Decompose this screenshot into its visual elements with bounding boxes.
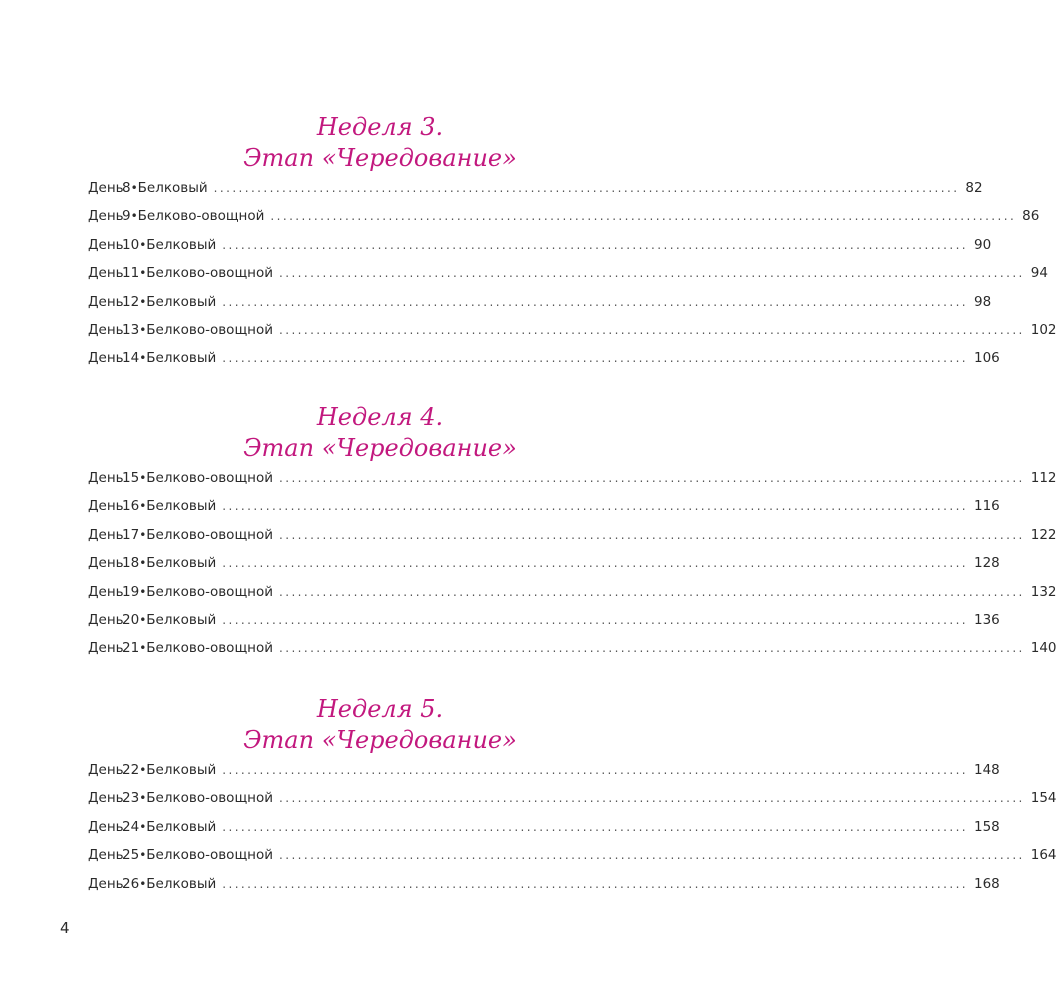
- page-reference: 140: [1030, 640, 1057, 657]
- page-reference: 106: [974, 350, 1000, 367]
- diet-type: Белково-овощной: [146, 265, 274, 282]
- page-reference: 98: [974, 293, 992, 310]
- page-reference: 86: [1022, 208, 1040, 225]
- day-number: 24: [122, 818, 140, 835]
- toc-entry: [88, 640, 1057, 662]
- day-label: День: [88, 236, 124, 253]
- day-label: День: [88, 555, 124, 572]
- bullet-separator: •: [139, 294, 147, 309]
- toc-entry: [88, 526, 1057, 549]
- page-reference: 132: [1030, 583, 1057, 600]
- diet-type: Белковый: [146, 236, 217, 253]
- toc-entry: [88, 265, 1048, 287]
- bullet-separator: •: [130, 209, 138, 224]
- bullet-separator: •: [139, 791, 147, 806]
- day-number: 12: [122, 293, 140, 310]
- dot-leader: ........................................................................................................................: [222, 763, 968, 777]
- section-title-week: Неделя 5.: [316, 695, 444, 723]
- dot-leader: ........................................................................................................................: [222, 556, 968, 571]
- dot-leader: ........................................................................................................................: [213, 181, 960, 195]
- diet-type: Белковый: [146, 350, 217, 367]
- day-number: 25: [122, 847, 140, 864]
- dot-leader: ........................................................................................................................: [222, 876, 968, 891]
- dot-leader: ........................................................................................................................: [222, 351, 968, 366]
- page-reference: 128: [974, 555, 1000, 572]
- page-reference: 90: [974, 236, 992, 253]
- toc-entry: [88, 790, 1057, 812]
- page-reference: 102: [1030, 322, 1057, 338]
- day-label: День: [88, 612, 124, 628]
- toc-entry: [88, 293, 992, 316]
- day-label: День: [88, 875, 124, 892]
- diet-type: Белковый: [146, 498, 217, 515]
- toc-entry: [88, 208, 1040, 230]
- toc-entry: [88, 498, 1000, 520]
- diet-type: Белковый: [146, 612, 217, 628]
- diet-type: Белково-овощной: [137, 208, 265, 225]
- diet-type: Белково-овощной: [146, 526, 274, 543]
- toc-entry: [88, 818, 1000, 841]
- bullet-separator: •: [139, 763, 147, 777]
- dot-leader: ........................................................................................................................: [279, 323, 1025, 337]
- dot-leader: ........................................................................................................................: [279, 584, 1025, 599]
- day-number: 26: [122, 875, 140, 892]
- section-title-stage: Этап «Чередование»: [243, 726, 517, 754]
- day-number: 9: [122, 208, 131, 225]
- section-title-week: Неделя 4.: [316, 403, 444, 431]
- day-label: День: [88, 818, 124, 835]
- day-number: 11: [122, 265, 140, 282]
- dot-leader: ........................................................................................................................: [222, 499, 968, 514]
- bullet-separator: •: [139, 266, 147, 281]
- toc-entry: [88, 322, 1057, 344]
- dot-leader: ........................................................................................................................: [222, 819, 968, 834]
- diet-type: Белковый: [146, 293, 217, 310]
- page-reference: 122: [1030, 526, 1057, 543]
- dot-leader: ........................................................................................................................: [279, 848, 1025, 863]
- day-label: День: [88, 583, 124, 600]
- day-label: День: [88, 470, 124, 486]
- day-label: День: [88, 790, 124, 807]
- day-number: 13: [122, 322, 140, 338]
- day-number: 23: [122, 790, 140, 807]
- page-reference: 148: [974, 762, 1000, 778]
- page-reference: 168: [974, 875, 1000, 892]
- dot-leader: ........................................................................................................................: [270, 209, 1017, 224]
- day-label: День: [88, 350, 124, 367]
- toc-section: [0, 694, 1057, 892]
- diet-type: Белковый: [146, 818, 217, 835]
- diet-type: Белково-овощной: [146, 470, 274, 486]
- toc-entry: [88, 612, 1000, 634]
- day-number: 14: [122, 350, 140, 367]
- bullet-separator: •: [139, 471, 147, 485]
- page-reference: 164: [1030, 847, 1057, 864]
- page-reference: 158: [974, 818, 1000, 835]
- day-number: 17: [122, 526, 140, 543]
- day-number: 20: [122, 612, 140, 628]
- diet-type: Белково-овощной: [146, 322, 274, 338]
- day-number: 19: [122, 583, 140, 600]
- toc-entry: [88, 583, 1057, 606]
- day-number: 15: [122, 470, 140, 486]
- dot-leader: ........................................................................................................................: [222, 294, 968, 309]
- dot-leader: ........................................................................................................................: [279, 641, 1025, 656]
- day-number: 22: [122, 762, 140, 778]
- bullet-separator: •: [139, 237, 147, 252]
- page-reference: 154: [1030, 790, 1057, 807]
- page-reference: 116: [974, 498, 1000, 515]
- day-label: День: [88, 847, 124, 864]
- day-label: День: [88, 265, 124, 282]
- toc-entry: [88, 555, 1000, 577]
- toc-entry: [88, 236, 992, 259]
- bullet-separator: •: [139, 323, 147, 337]
- section-title-stage: Этап «Чередование»: [243, 434, 517, 462]
- toc-section: [0, 112, 1057, 367]
- day-label: День: [88, 322, 124, 338]
- day-label: День: [88, 526, 124, 543]
- day-number: 8: [122, 180, 131, 196]
- page-reference: 94: [1030, 265, 1048, 282]
- bullet-separator: •: [139, 556, 147, 571]
- diet-type: Белковый: [146, 555, 217, 572]
- day-number: 16: [122, 498, 140, 515]
- dot-leader: ........................................................................................................................: [279, 527, 1025, 542]
- dot-leader: ........................................................................................................................: [279, 471, 1025, 485]
- toc-entry: [88, 470, 1057, 492]
- day-label: День: [88, 640, 124, 657]
- day-number: 21: [122, 640, 140, 657]
- page-reference: 136: [974, 612, 1000, 628]
- bullet-separator: •: [139, 641, 147, 656]
- toc-entry: [88, 847, 1057, 869]
- toc-entry: [88, 762, 1000, 784]
- bullet-separator: •: [139, 613, 147, 627]
- page-number: 4: [60, 919, 70, 937]
- bullet-separator: •: [139, 848, 147, 863]
- page-reference: 112: [1030, 470, 1057, 486]
- toc-entry: [88, 180, 983, 202]
- section-title-stage: Этап «Чередование»: [243, 144, 517, 172]
- dot-leader: ........................................................................................................................: [279, 266, 1025, 281]
- day-label: День: [88, 293, 124, 310]
- section-title-week: Неделя 3.: [316, 113, 444, 141]
- diet-type: Белковый: [137, 180, 208, 196]
- bullet-separator: •: [139, 527, 147, 542]
- bullet-separator: •: [139, 499, 147, 514]
- day-label: День: [88, 208, 124, 225]
- dot-leader: ........................................................................................................................: [279, 791, 1025, 806]
- diet-type: Белковый: [146, 875, 217, 892]
- diet-type: Белково-овощной: [146, 790, 274, 807]
- diet-type: Белково-овощной: [146, 847, 274, 864]
- day-number: 18: [122, 555, 140, 572]
- bullet-separator: •: [139, 876, 147, 891]
- bullet-separator: •: [139, 351, 147, 366]
- diet-type: Белковый: [146, 762, 217, 778]
- toc-entry: [88, 875, 1000, 898]
- diet-type: Белково-овощной: [146, 640, 274, 657]
- bullet-separator: •: [139, 819, 147, 834]
- day-label: День: [88, 762, 124, 778]
- bullet-separator: •: [130, 181, 138, 195]
- day-label: День: [88, 498, 124, 515]
- diet-type: Белково-овощной: [146, 583, 274, 600]
- day-label: День: [88, 180, 124, 196]
- bullet-separator: •: [139, 584, 147, 599]
- dot-leader: ........................................................................................................................: [222, 237, 968, 252]
- toc-section: [0, 402, 1057, 657]
- day-number: 10: [122, 236, 140, 253]
- dot-leader: ........................................................................................................................: [222, 613, 968, 627]
- page-reference: 82: [965, 180, 983, 196]
- toc-entry: [88, 350, 1000, 372]
